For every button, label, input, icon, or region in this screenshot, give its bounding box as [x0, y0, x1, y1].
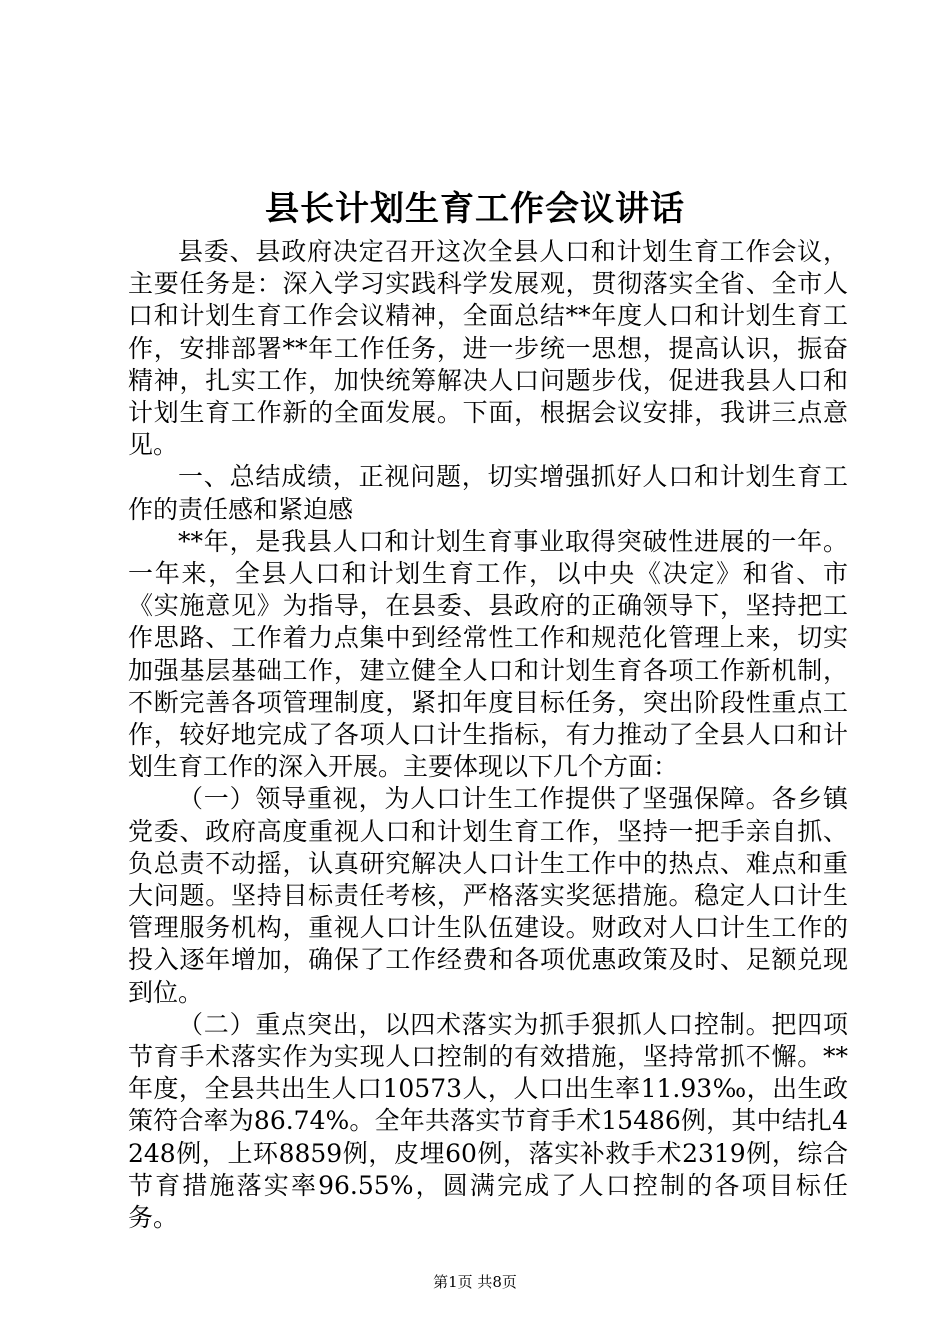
section-heading-1: 一、总结成绩，正视问题，切实增强抓好人口和计划生育工作的责任感和紧迫感	[128, 462, 848, 524]
paragraph-population-control: （二）重点突出，以四术落实为抓手狠抓人口控制。把四项节育手术落实作为实现人口控制的有效措施，坚持常抓不懈。**年度，全县共出生人口10573人，人口出生率11.93‰，出生政策符合率为86.74%。全年共落实节育手术15486例，其中结扎4248例，上环8859例，皮埋60例，落实补救手术2319例，综合节育措施落实率96.55%，圆满完成了人口控制的各项目标任务。	[128, 1009, 848, 1233]
paragraph-intro: 县委、县政府决定召开这次全县人口和计划生育工作会议，主要任务是：深入学习实践科学发展观，贯彻落实全省、全市人口和计划生育工作会议精神，全面总结**年度人口和计划生育工作，安排部署**年工作任务，进一步统一思想，提高认识，振奋精神，扎实工作，加快统筹解决人口问题步伐，促进我县人口和计划生育工作新的全面发展。下面，根据会议安排，我讲三点意见。	[128, 237, 848, 460]
document-title: 县长计划生育工作会议讲话	[265, 189, 685, 229]
paragraph-achievements: **年，是我县人口和计划生育事业取得突破性进展的一年。一年来，全县人口和计划生育工作，以中央《决定》和省、市《实施意见》为指导，在县委、县政府的正确领导下，坚持把工作思路、工作着力点集中到经常性工作和规范化管理上来，切实加强基层基础工作，建立健全人口和计划生育各项工作新机制，不断完善各项管理制度，紧扣年度目标任务，突出阶段性重点工作，较好地完成了各项人口计生指标，有力推动了全县人口和计划生育工作的深入开展。主要体现以下几个方面：	[128, 526, 848, 782]
page-footer: 第1页 共8页	[433, 1273, 517, 1291]
document-body	[128, 236, 848, 1234]
paragraph-leadership: （一）领导重视，为人口计生工作提供了坚强保障。各乡镇党委、政府高度重视人口和计划生育工作，坚持一把手亲自抓、负总责不动摇，认真研究解决人口计生工作中的热点、难点和重大问题。坚持目标责任考核，严格落实奖惩措施。稳定人口计生管理服务机构，重视人口计生队伍建设。财政对人口计生工作的投入逐年增加，确保了工作经费和各项优惠政策及时、足额兑现到位。	[128, 784, 848, 1007]
